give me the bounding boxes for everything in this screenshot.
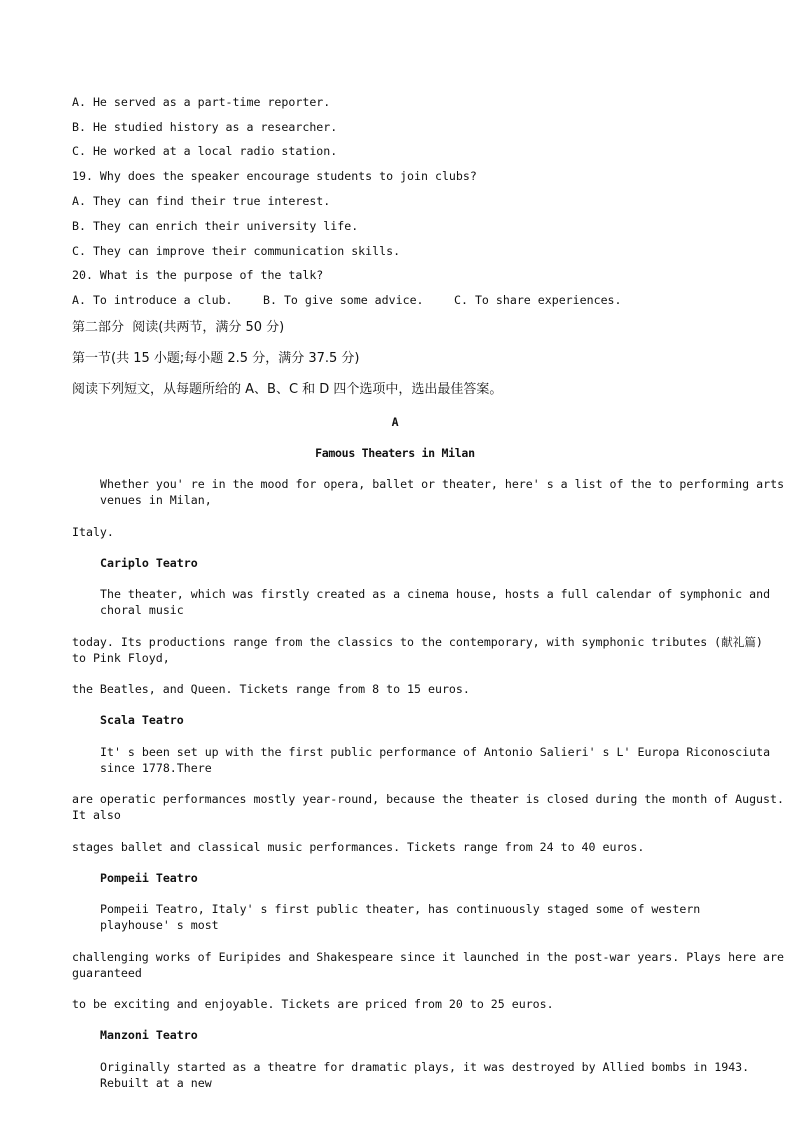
intro-line: Whether you' re in the mood for opera, ballet or theater, here' s a list of the to performing arts xyxy=(100,477,785,491)
q20-question: 20. What is the purpose of the talk? xyxy=(72,268,324,282)
q18-option-c: C. He worked at a local radio station. xyxy=(72,144,338,158)
section-heading-cariplo: Cariplo Teatro xyxy=(100,556,198,570)
scala-line: It also xyxy=(72,808,121,822)
q19-question: 19. Why does the speaker encourage students to join clubs? xyxy=(72,169,477,183)
intro-line: venues in Milan, xyxy=(100,493,212,507)
q20-option-b: B. To give some advice. xyxy=(263,293,424,307)
pompeii-line: Pompeii Teatro, Italy' s first public theater, has continuously staged some of western xyxy=(100,902,701,916)
section-header: 第二部分 阅读(共两节，满分 50 分) xyxy=(72,320,285,335)
cariplo-line: today. Its productions range from the classics to the contemporary, with symphonic tributes (献礼篇) xyxy=(72,635,763,649)
q19-option-c: C. They can improve their communication skills. xyxy=(72,244,401,258)
pompeii-line: challenging works of Euripides and Shakespeare since it launched in the post-war years. Plays here are xyxy=(72,950,784,964)
section-heading-scala: Scala Teatro xyxy=(100,713,184,727)
q20-option-c: C. To share experiences. xyxy=(454,293,622,307)
q19-option-a: A. They can find their true interest. xyxy=(72,194,331,208)
pompeii-line: to be exciting and enjoyable. Tickets are priced from 20 to 25 euros. xyxy=(72,997,554,1011)
intro-line: Italy. xyxy=(72,525,114,539)
q18-option-b: B. He studied history as a researcher. xyxy=(72,120,338,134)
manzoni-line: Originally started as a theatre for dramatic plays, it was destroyed by Allied bombs in 1943. xyxy=(100,1060,750,1074)
scala-line: are operatic performances mostly year-round, because the theater is closed during the month of August. xyxy=(72,792,784,806)
scala-line: since 1778.There xyxy=(100,761,212,775)
q18-option-a: A. He served as a part-time reporter. xyxy=(72,95,331,109)
scala-line: It' s been set up with the first public performance of Antonio Salieri' s L' Europa Riconosciuta xyxy=(100,745,771,759)
passage-letter: A xyxy=(391,415,399,429)
instructions: 阅读下列短文，从每题所给的 A、B、C 和 D 四个选项中，选出最佳答案。 xyxy=(72,382,503,397)
subsection-header: 第一节(共 15 小题;每小题 2.5 分，满分 37.5 分) xyxy=(72,351,360,366)
passage-title: Famous Theaters in Milan xyxy=(315,446,475,460)
pompeii-line: guaranteed xyxy=(72,966,142,980)
cariplo-line: the Beatles, and Queen. Tickets range from 8 to 15 euros. xyxy=(72,682,470,696)
pompeii-line: playhouse' s most xyxy=(100,918,219,932)
cariplo-line: The theater, which was firstly created as a cinema house, hosts a full calendar of symphonic and xyxy=(100,587,771,601)
cariplo-line: choral music xyxy=(100,603,184,617)
section-heading-pompeii: Pompeii Teatro xyxy=(100,871,198,885)
q20-option-a: A. To introduce a club. xyxy=(72,293,233,307)
q19-option-b: B. They can enrich their university life. xyxy=(72,219,359,233)
scala-line: stages ballet and classical music performances. Tickets range from 24 to 40 euros. xyxy=(72,840,645,854)
cariplo-line: to Pink Floyd, xyxy=(72,651,170,665)
manzoni-line: Rebuilt at a new xyxy=(100,1076,212,1090)
section-heading-manzoni: Manzoni Teatro xyxy=(100,1028,198,1042)
